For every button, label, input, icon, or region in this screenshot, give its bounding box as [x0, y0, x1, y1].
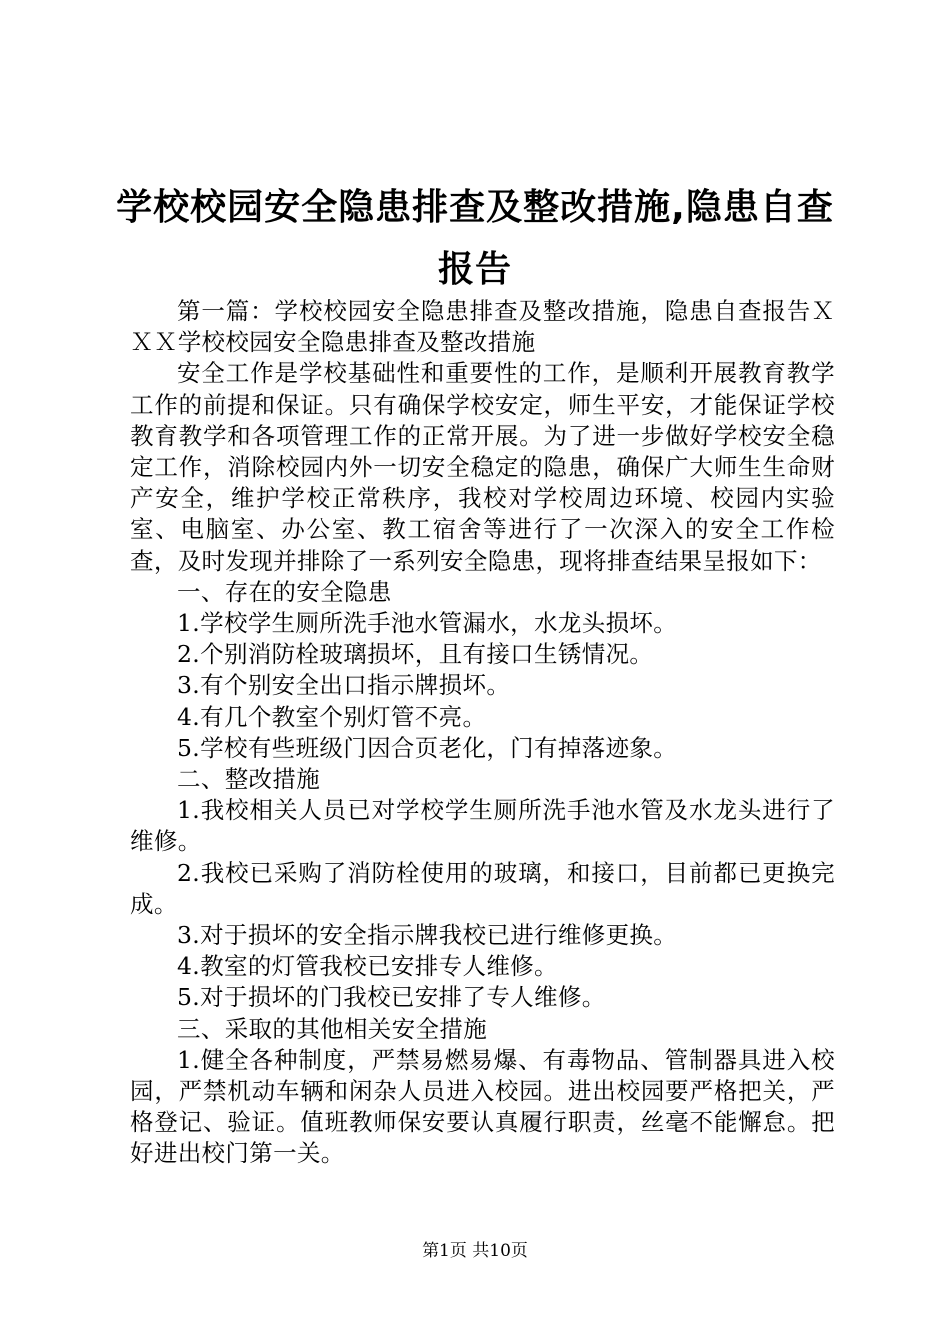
list-item: 5.对于损坏的门我校已安排了专人维修。 — [177, 983, 606, 1012]
list-item: 3.对于损坏的安全指示牌我校已进行维修更换。 — [177, 921, 678, 950]
document-title-line-1: 学校校园安全隐患排查及整改措施,隐患自查 — [116, 187, 834, 228]
page-number-footer: 第1页 共10页 — [422, 1241, 528, 1261]
list-item: 2.个别消防栓玻璃损坏，且有接口生锈情况。 — [177, 640, 654, 669]
list-item: 5.学校有些班级门因合页老化，门有掉落迹象。 — [177, 733, 678, 762]
list-item: 4.教室的灯管我校已安排专人维修。 — [177, 952, 558, 981]
list-item: 2.我校已采购了消防栓使用的玻璃，和接口，目前都已更换完成。 — [130, 858, 835, 918]
list-item: 3.有个别安全出口指示牌损坏。 — [177, 671, 511, 700]
section-heading-other-measures: 三、采取的其他相关安全措施 — [177, 1014, 488, 1043]
list-item: 4.有几个教室个别灯管不亮。 — [177, 702, 487, 731]
section-heading-rectification: 二、整改措施 — [177, 765, 321, 794]
paragraph-intro: 第一篇：学校校园安全隐患排查及整改措施，隐患自查报告ＸＸＸ学校校园安全隐患排查及整改措施 — [130, 297, 835, 357]
list-item: 1.我校相关人员已对学校学生厕所洗手池水管及水龙头进行了维修。 — [130, 796, 835, 856]
document-title-line-2: 报告 — [437, 249, 512, 290]
paragraph-background: 安全工作是学校基础性和重要性的工作，是顺利开展教育教学工作的前提和保证。只有确保学校安定，师生平安，才能保证学校教育教学和各项管理工作的正常开展。为了进一步做好学校安全稳定工作，消除校园内外一切安全稳定的隐患，确保广大师生生命财产安全，维护学校正常秩序，我校对学校周边环境、校园内实验室、电脑室、办公室、教工宿舍等进行了一次深入的安全工作检查，及时发现并排除了一系列安全隐患，现将排查结果呈报如下： — [130, 359, 835, 575]
list-item: 1.健全各种制度，严禁易燃易爆、有毒物品、管制器具进入校园，严禁机动车辆和闲杂人员进入校园。进出校园要严格把关，严格登记、验证。值班教师保安要认真履行职责，丝毫不能懈怠。把好进出校门第一关。 — [130, 1045, 835, 1168]
section-heading-hazards: 一、存在的安全隐患 — [177, 577, 392, 606]
document-body — [130, 296, 835, 1170]
list-item: 1.学校学生厕所洗手池水管漏水，水龙头损坏。 — [177, 609, 678, 638]
